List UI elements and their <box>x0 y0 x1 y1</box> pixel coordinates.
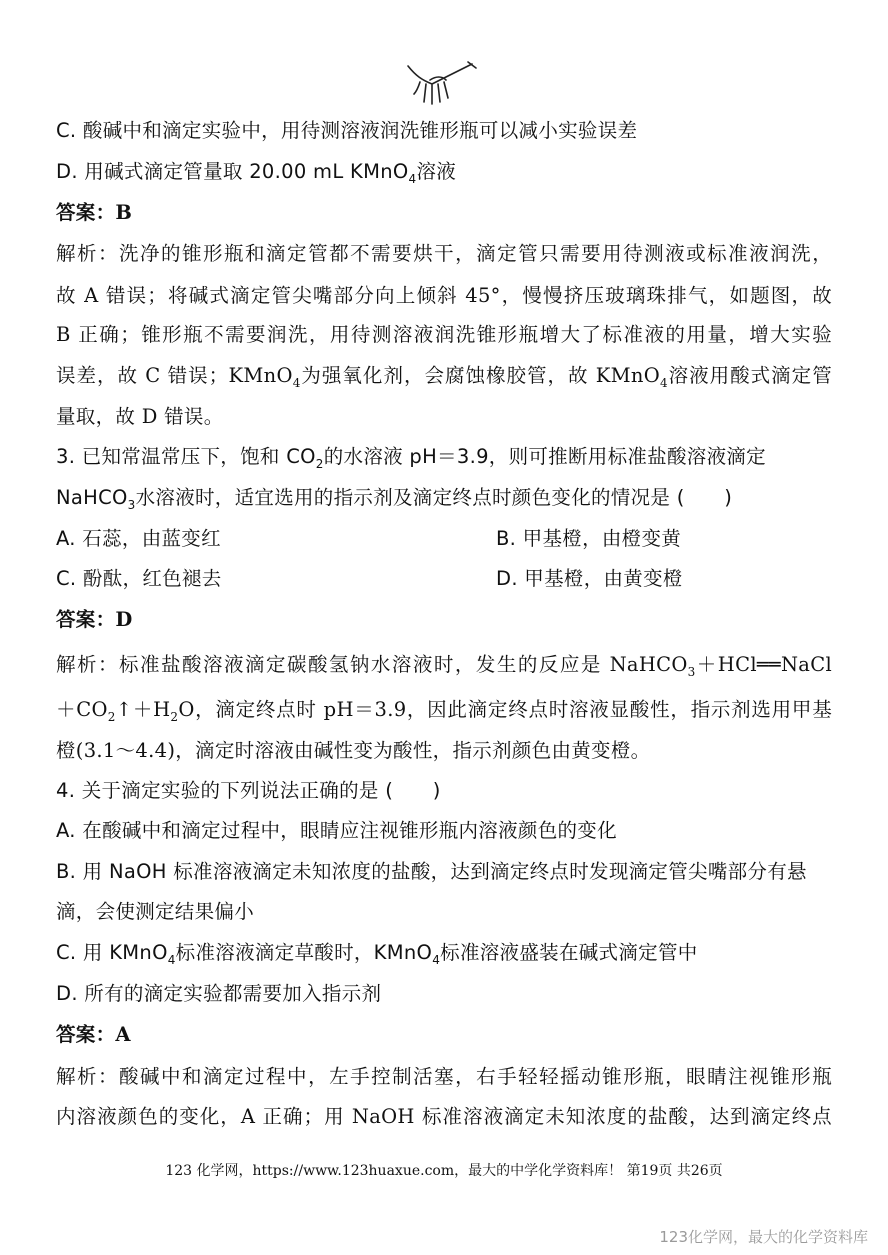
option-d: D. 甲基橙，由黄变橙 <box>496 567 683 590</box>
question-3-stem: 3. 已知常温常压下，饱和 $CO_2$的水溶液 pH＝3.9，则可推断用标准盐酸溶液滴定 <box>56 445 766 471</box>
answer-line: 答案：D <box>56 608 133 631</box>
question-4-stem: 4. 关于滴定实验的下列说法正确的是 ( ) <box>56 779 441 802</box>
option-b: B. 甲基橙，由橙变黄 <box>496 527 682 550</box>
options-row <box>56 566 832 592</box>
explanation-line: 误差，故 C 错误；KMnO$_4$为强氧化剂，会腐蚀橡胶管，故 KMnO$_4$溶液用酸式滴定管 <box>56 364 832 390</box>
watermark-text: 123化学网，最大的化学资料库 <box>659 1228 868 1246</box>
explanation-line: 量取，故 D 错误。 <box>56 405 224 428</box>
option-b-text: B. 用 NaOH 标准溶液滴定未知浓度的盐酸，达到滴定终点时发现滴定管尖嘴部分有悬 <box>56 860 807 883</box>
page-footer: 123 化学网，https://www.123huaxue.com，最大的中学化学资料库！ 第19页 共26页 <box>165 1163 723 1179</box>
options-row <box>56 526 832 552</box>
answer-line: 答案：A <box>56 1023 131 1046</box>
explanation-line: B 正确；锥形瓶不需要润洗，用待测溶液润洗锥形瓶增大了标准液的用量，增大实验 <box>56 323 832 346</box>
explanation-line: 解析：标准盐酸溶液滴定碳酸氢钠水溶液时，发生的反应是 NaHCO$_3$＋HCl══NaCl <box>56 653 832 679</box>
explanation-line: $+CO_2↑+H_2O$，滴定终点时 pH＝3.9，因此滴定终点时溶液显酸性，指示剂选用甲基 <box>56 698 833 724</box>
option-a: A. 石蕊，由蓝变红 <box>56 527 221 550</box>
option-c-text: C. 酸碱中和滴定实验中，用待测溶液润洗锥形瓶可以减小实验误差 <box>56 119 638 142</box>
answer-line: 答案：B <box>56 201 133 224</box>
option-c-text: C. 用 KMnO$_4$标准溶液滴定草酸时，KMnO$_4$标准溶液盛装在碱式滴定管中 <box>56 941 698 967</box>
option-d-text: D. 用碱式滴定管量取 20.00 mL KMnO$_4$溶液 <box>56 160 457 186</box>
explanation-line: 橙(3.1～4.4)，滴定时溶液由碱性变为酸性，指示剂颜色由黄变橙。 <box>56 739 651 762</box>
explanation-line: 故 A 错误；将碱式滴定管尖嘴部分向上倾斜 45°，慢慢挤压玻璃珠排气，如题图，故 <box>56 284 832 307</box>
explanation-line: 解析：酸碱中和滴定过程中，左手控制活塞，右手轻轻摇动锥形瓶，眼睛注视锥形瓶 <box>56 1065 832 1088</box>
burette-clamp-icon <box>402 58 478 108</box>
option-b-text-cont: 滴，会使测定结果偏小 <box>56 900 255 923</box>
explanation-line: 内溶液颜色的变化，A 正确；用 NaOH 标准溶液滴定未知浓度的盐酸，达到滴定终点 <box>56 1105 832 1128</box>
option-d-text: D. 所有的滴定实验都需要加入指示剂 <box>56 982 382 1005</box>
explanation-line: 解析：洗净的锥形瓶和滴定管都不需要烘干，滴定管只需要用待测液或标准液润洗， <box>56 242 832 265</box>
option-c: C. 酚酞，红色褪去 <box>56 567 222 590</box>
option-a-text: A. 在酸碱中和滴定过程中，眼睛应注视锥形瓶内溶液颜色的变化 <box>56 819 617 842</box>
question-3-stem: NaHCO$_3$水溶液时，适宜选用的指示剂及滴定终点时颜色变化的情况是 ( ) <box>56 486 733 512</box>
